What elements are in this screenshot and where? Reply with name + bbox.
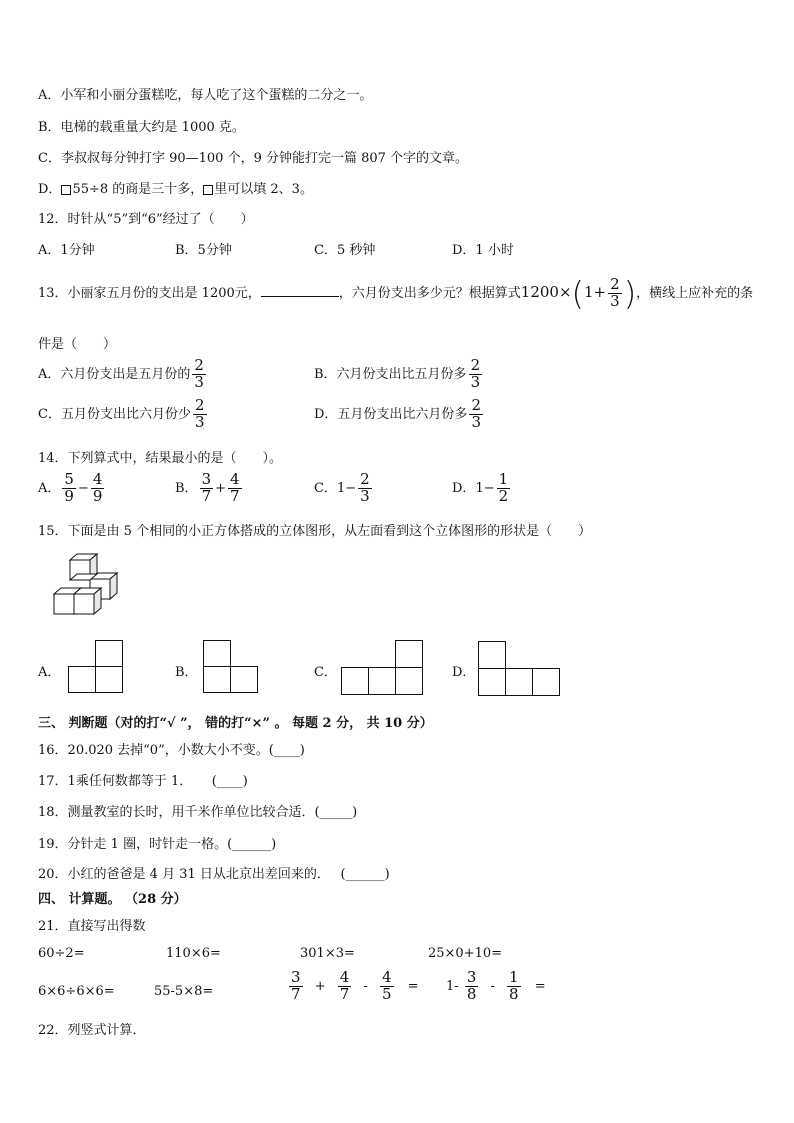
q11-option-c: C．李叔叔每分钟打字 90—100 个，9 分钟能打完一篇 807 个字的文章。 xyxy=(38,151,469,166)
q22-stem: 22．列竖式计算． xyxy=(38,1023,146,1038)
fraction: $\frac{2}{3}$ xyxy=(470,356,481,391)
placeholder-box-icon xyxy=(203,185,213,195)
fraction: $\frac{2}{3}$ xyxy=(194,396,205,431)
q12-option-b: B．5分钟 xyxy=(175,243,232,258)
q13-stem-line2: 件是（ ） xyxy=(38,337,117,352)
q14-option-a: A． $\frac{5}{9}$ − $\frac{4}{9}$ xyxy=(38,470,103,505)
q15-option-b: B． xyxy=(175,665,198,680)
judge-item: 17．1乘任何数都等于 1． (____) xyxy=(38,774,248,789)
q13-option-d: D．五月份支出比六月份多 $\frac{2}{3}$ xyxy=(314,396,481,431)
calc-item: 6×6÷6×6= xyxy=(38,984,115,999)
q14-option-c: C．1− $\frac{2}{3}$ xyxy=(314,470,370,505)
q13-option-b: B．六月份支出比五月份多 $\frac{2}{3}$ xyxy=(314,356,481,391)
shape-a-icon xyxy=(68,640,124,694)
fraction: $\frac{2}{3}$ xyxy=(610,275,620,310)
q12-option-c: C．5 秒钟 xyxy=(314,243,376,258)
shape-b-icon xyxy=(203,640,259,694)
judge-item: 18．测量教室的长时，用千米作单位比较合适．(_____) xyxy=(38,805,358,820)
q12-option-a: A．1分钟 xyxy=(38,243,95,258)
q13-option-c: C．五月份支出比六月份少 $\frac{2}{3}$ xyxy=(38,396,205,431)
judge-item: 20．小红的爸爸是 4 月 31 日从北京出差回来的． (______) xyxy=(38,867,390,882)
calc-item: 1- $\frac{3}{8}$ - $\frac{1}{8}$ = xyxy=(446,968,546,1003)
calc-item: 110×6= xyxy=(166,946,221,961)
q11-option-d: D． 55÷8 的商是三十多， 里可以填 2、3。 xyxy=(38,182,313,197)
shape-c-icon xyxy=(341,640,425,696)
section-3-heading: 三、 判断题（对的打“√ ”， 错的打“×” 。 每题 2 分， 共 10 分） xyxy=(38,716,433,731)
q15-option-d: D． xyxy=(452,665,476,680)
q14-stem: 14．下列算式中，结果最小的是（ ）。 xyxy=(38,451,283,466)
cube-figure-icon xyxy=(50,552,130,626)
q13-stem: 13．小丽家五月份的支出是 1200元， ，六月份支出多少元？根据算式1200×(1+ $\frac{2}{3}$ )，横线上应补充的条 xyxy=(38,274,754,313)
fraction: $\frac{2}{3}$ xyxy=(471,396,481,431)
q14-option-d: D．1− $\frac{1}{2}$ xyxy=(452,470,509,505)
calc-item: 55-5×8= xyxy=(154,984,214,999)
q12-stem: 12．时针从“5”到“6”经过了（ ） xyxy=(38,212,254,227)
q14-option-b: B． $\frac{3}{7}$ + $\frac{4}{7}$ xyxy=(175,470,240,505)
q13-option-a: A．六月份支出是五月份的 $\frac{2}{3}$ xyxy=(38,356,204,391)
calc-item: 25×0+10= xyxy=(428,946,503,961)
answer-blank xyxy=(261,284,339,297)
calc-item: 60÷2= xyxy=(38,946,85,961)
q15-stem: 15．下面是由 5 个相同的小正方体搭成的立体图形，从左面看到这个立体图形的形状是（ ） xyxy=(38,524,592,539)
q15-option-c: C． xyxy=(314,665,337,680)
q15-option-a: A． xyxy=(38,665,61,680)
calc-item: $\frac{3}{7}$ + $\frac{4}{7}$ - $\frac{4}{5}$ = xyxy=(291,968,419,1003)
judge-item: 19．分针走 1 圈，时针走一格。(______) xyxy=(38,837,277,852)
q11-option-b: B．电梯的载重量大约是 1000 克。 xyxy=(38,120,245,135)
calc-item: 301×3= xyxy=(300,946,355,961)
q21-stem: 21．直接写出得数 xyxy=(38,919,146,934)
q11-option-a: A．小军和小丽分蛋糕吃，每人吃了这个蛋糕的二分之一。 xyxy=(38,88,373,103)
fraction: $\frac{2}{3}$ xyxy=(194,356,204,391)
section-4-heading: 四、 计算题。 （28 分） xyxy=(38,892,187,907)
judge-item: 16．20.020 去掉“0”，小数大小不变。(____) xyxy=(38,743,305,758)
shape-d-icon xyxy=(478,641,562,697)
q12-option-d: D．1 小时 xyxy=(452,243,514,258)
placeholder-box-icon xyxy=(61,185,71,195)
